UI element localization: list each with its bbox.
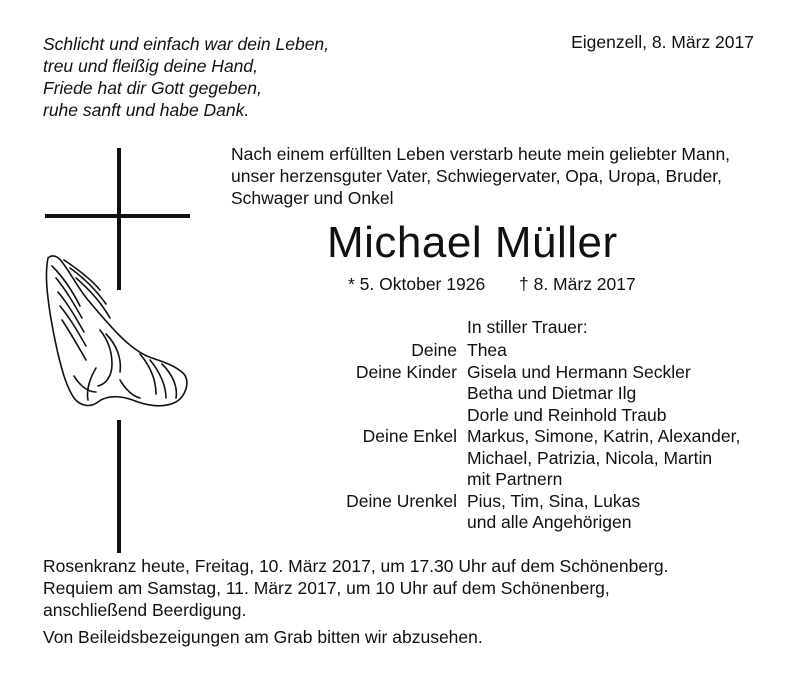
death-date: † 8. März 2017 (519, 274, 636, 294)
mourner-label: Deine (411, 340, 457, 360)
mourner-name: Gisela und Hermann Seckler (467, 361, 691, 382)
intro-line: Schwager und Onkel (231, 188, 394, 208)
verse-line: treu und fleißig deine Hand, (43, 56, 258, 76)
mourner-names (467, 340, 507, 362)
mourner-name: Betha und Dietmar Ilg (467, 383, 637, 403)
verse-line: Schlicht und einfach war dein Leben, (43, 34, 330, 54)
verse-line: Friede hat dir Gott gegeben, (43, 78, 262, 98)
mourner-name: und alle Angehörigen (467, 512, 632, 532)
service-info (43, 555, 669, 621)
mourner-label: Deine Kinder (355, 361, 457, 382)
mourner-names (467, 362, 691, 427)
mourner-name: Michael, Patrizia, Nicola, Martin (467, 447, 713, 468)
mourner-label: Deine Urenkel (346, 490, 457, 511)
verse-line: ruhe sanft und habe Dank. (43, 100, 250, 120)
verse (43, 33, 329, 121)
mourners-list (300, 340, 740, 534)
mourner-group (300, 362, 740, 427)
mourner-name: Thea (467, 340, 507, 360)
mourner-group (300, 426, 740, 491)
intro-text (231, 143, 730, 209)
mourner-name: Pius, Tim, Sina, Lukas (467, 490, 641, 511)
mourner-name: mit Partnern (467, 469, 563, 489)
service-line: anschließend Beerdigung. (43, 600, 247, 620)
mourner-name: Dorle und Reinhold Traub (467, 404, 667, 425)
mourner-group (300, 340, 740, 362)
intro-line: unser herzensguter Vater, Schwiegervater, Opa, Uropa, Bruder, (231, 166, 722, 186)
service-line: Rosenkranz heute, Freitag, 10. März 2017, um 17.30 Uhr auf dem Schönenberg. (43, 556, 669, 576)
mourner-names (467, 491, 640, 534)
mourner-group (300, 491, 740, 534)
place-date: Eigenzell, 8. März 2017 (571, 32, 754, 52)
mourner-label: Deine Enkel (362, 426, 457, 446)
mourner-names (467, 426, 740, 491)
deceased-name: Michael Müller (327, 218, 618, 267)
birth-date: * 5. Oktober 1926 (348, 274, 486, 294)
service-line: Requiem am Samstag, 11. März 2017, um 10 Uhr auf dem Schönenberg, (43, 578, 610, 598)
praying-hands-icon (47, 256, 187, 406)
closing-note: Von Beileidsbezeigungen am Grab bitten wir abzusehen. (43, 627, 483, 647)
mourner-name: Markus, Simone, Katrin, Alexander, (467, 426, 741, 446)
cross-icon (0, 140, 200, 620)
mourning-heading: In stiller Trauer: (467, 317, 588, 337)
intro-line: Nach einem erfüllten Leben verstarb heute mein geliebter Mann, (231, 144, 731, 164)
